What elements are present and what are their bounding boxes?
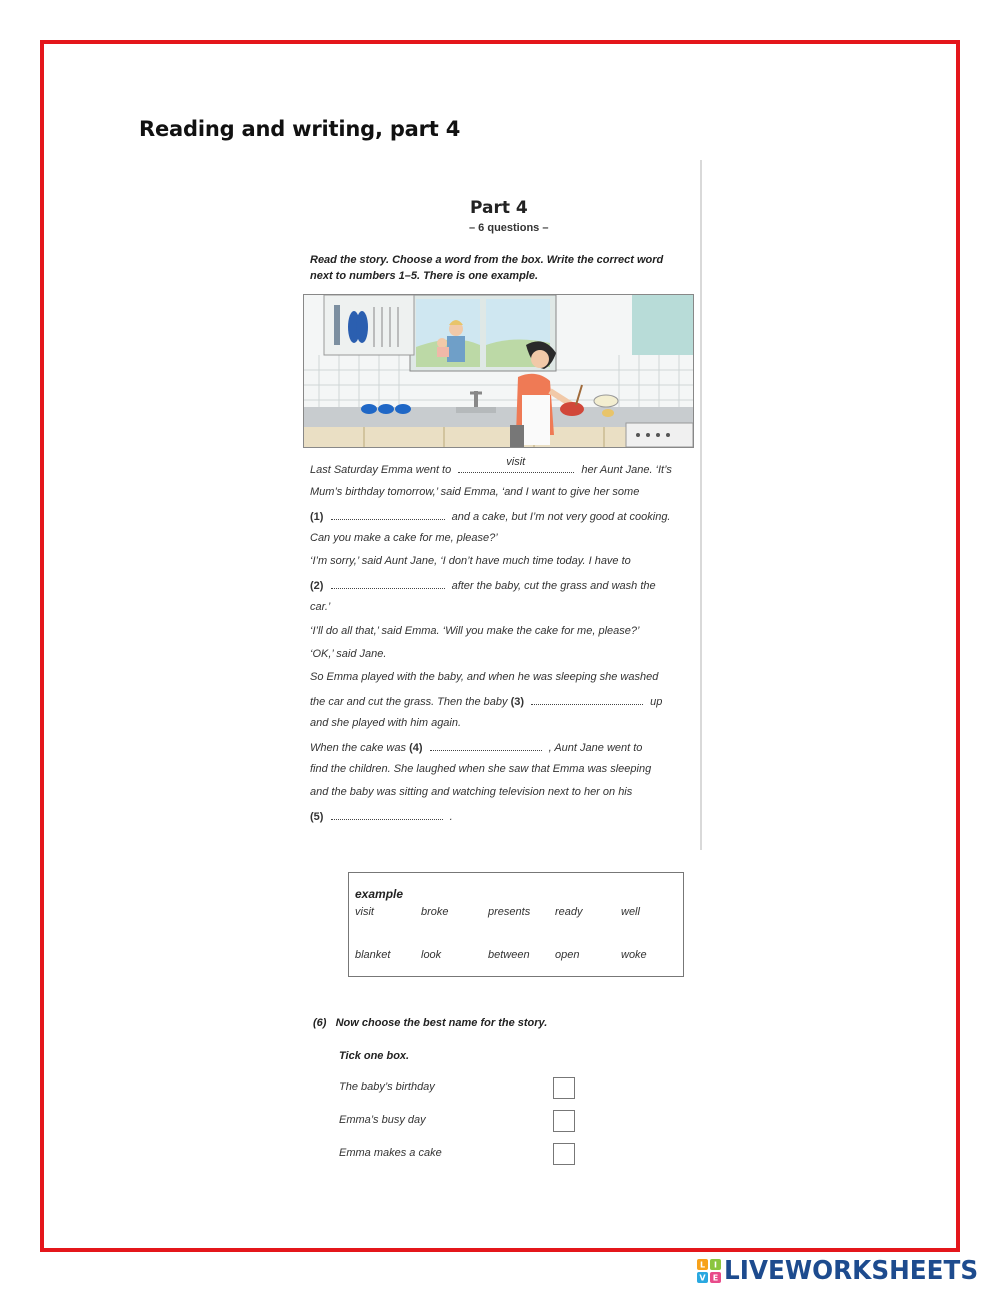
answer-blank-2[interactable] [331,578,445,589]
liveworksheets-logo[interactable] [697,1258,992,1284]
liveworksheets-logo-icon [697,1259,721,1283]
story-text: after the baby, cut the grass and wash the [451,580,656,592]
story-line-4: Can you make a cake for me, please?’ [310,532,498,544]
logo-letter: I [714,1260,717,1270]
word-option: look [421,949,442,961]
sheet-edge-divider [700,160,702,850]
story-line-7: car.’ [310,601,331,613]
word-option: visit [355,906,374,918]
kitchen-illustration-svg [304,295,693,447]
story-line-12: and she played with him again. [310,717,462,729]
story-line-16 [310,809,453,823]
story-line-1 [310,456,672,476]
liveworksheets-brand-text: LIVEWORKSHEETS [724,1256,979,1286]
story-text: Last Saturday Emma went to [310,464,452,476]
question-number-3: (3) [510,696,525,708]
question-6-prompt: (6) Now choose the best name for the story. [313,1017,548,1029]
story-text: and a cake, but I’m not very good at cooking. [451,511,671,523]
question-number-1: (1) [310,511,324,523]
answer-blank-3[interactable] [531,694,643,705]
story-line-11 [310,694,662,708]
answer-blank-5[interactable] [331,809,443,820]
word-option: presents [488,906,531,918]
tick-instruction: Tick one box. [339,1050,410,1062]
story-line-13 [310,740,642,754]
answer-blank-1[interactable] [331,509,445,520]
part-subtitle: – 6 questions – [469,222,549,234]
question-number-5: (5) [310,811,324,823]
story-text: When the cake was [310,742,406,754]
story-line-2: Mum’s birthday tomorrow,’ said Emma, ‘and I want to give her some [310,486,640,498]
option-label-3: Emma makes a cake [339,1147,442,1159]
option-checkbox-1[interactable] [553,1077,575,1099]
story-text: the car and cut the grass. Then the baby [310,696,508,708]
option-label-1: The baby’s birthday [339,1081,435,1093]
option-label-2: Emma’s busy day [339,1114,426,1126]
story-line-10: So Emma played with the baby, and when he was sleeping she washed [310,671,659,683]
word-box-label: example [355,887,404,901]
word-option: well [621,906,640,918]
logo-letter: L [699,1260,706,1270]
option-checkbox-3[interactable] [553,1143,575,1165]
option-checkbox-2[interactable] [553,1110,575,1132]
logo-letter: V [699,1273,706,1283]
story-line-9: ‘OK,’ said Jane. [310,648,387,660]
page-title: Reading and writing, part 4 [139,117,461,141]
instructions: Read the story. Choose a word from the box. Write the correct word next to numbers 1–5. There is one example. [310,254,664,282]
question-number-4: (4) [409,742,423,754]
kitchen-illustration [303,294,694,448]
word-option: ready [555,906,583,918]
story-line-8: ‘I’ll do all that,’ said Emma. ‘Will you make the cake for me, please?’ [310,625,640,637]
story-text: her Aunt Jane. ‘It’s [581,464,672,476]
story-text: , Aunt Jane went to [548,742,643,754]
word-option: blanket [355,949,391,961]
word-option: between [488,949,530,961]
word-option: open [555,949,580,961]
story-line-3 [310,509,671,523]
word-box [348,872,684,977]
example-answer: visit [506,456,526,468]
part-title: Part 4 [470,198,528,218]
story-text: up [650,696,663,708]
example-answer-blank [458,456,574,473]
story-line-5: ‘I’m sorry,’ said Aunt Jane, ‘I don’t have much time today. I have to [310,555,631,567]
question-number-2: (2) [310,580,324,592]
story-line-14: find the children. She laughed when she saw that Emma was sleeping [310,763,652,775]
logo-letter: E [712,1273,719,1283]
word-option: broke [421,906,449,918]
story-line-6 [310,578,656,592]
word-option: woke [621,949,647,961]
story-line-15: and the baby was sitting and watching television next to her on his [310,786,633,798]
answer-blank-4[interactable] [430,740,542,751]
story-text: . [449,811,453,823]
